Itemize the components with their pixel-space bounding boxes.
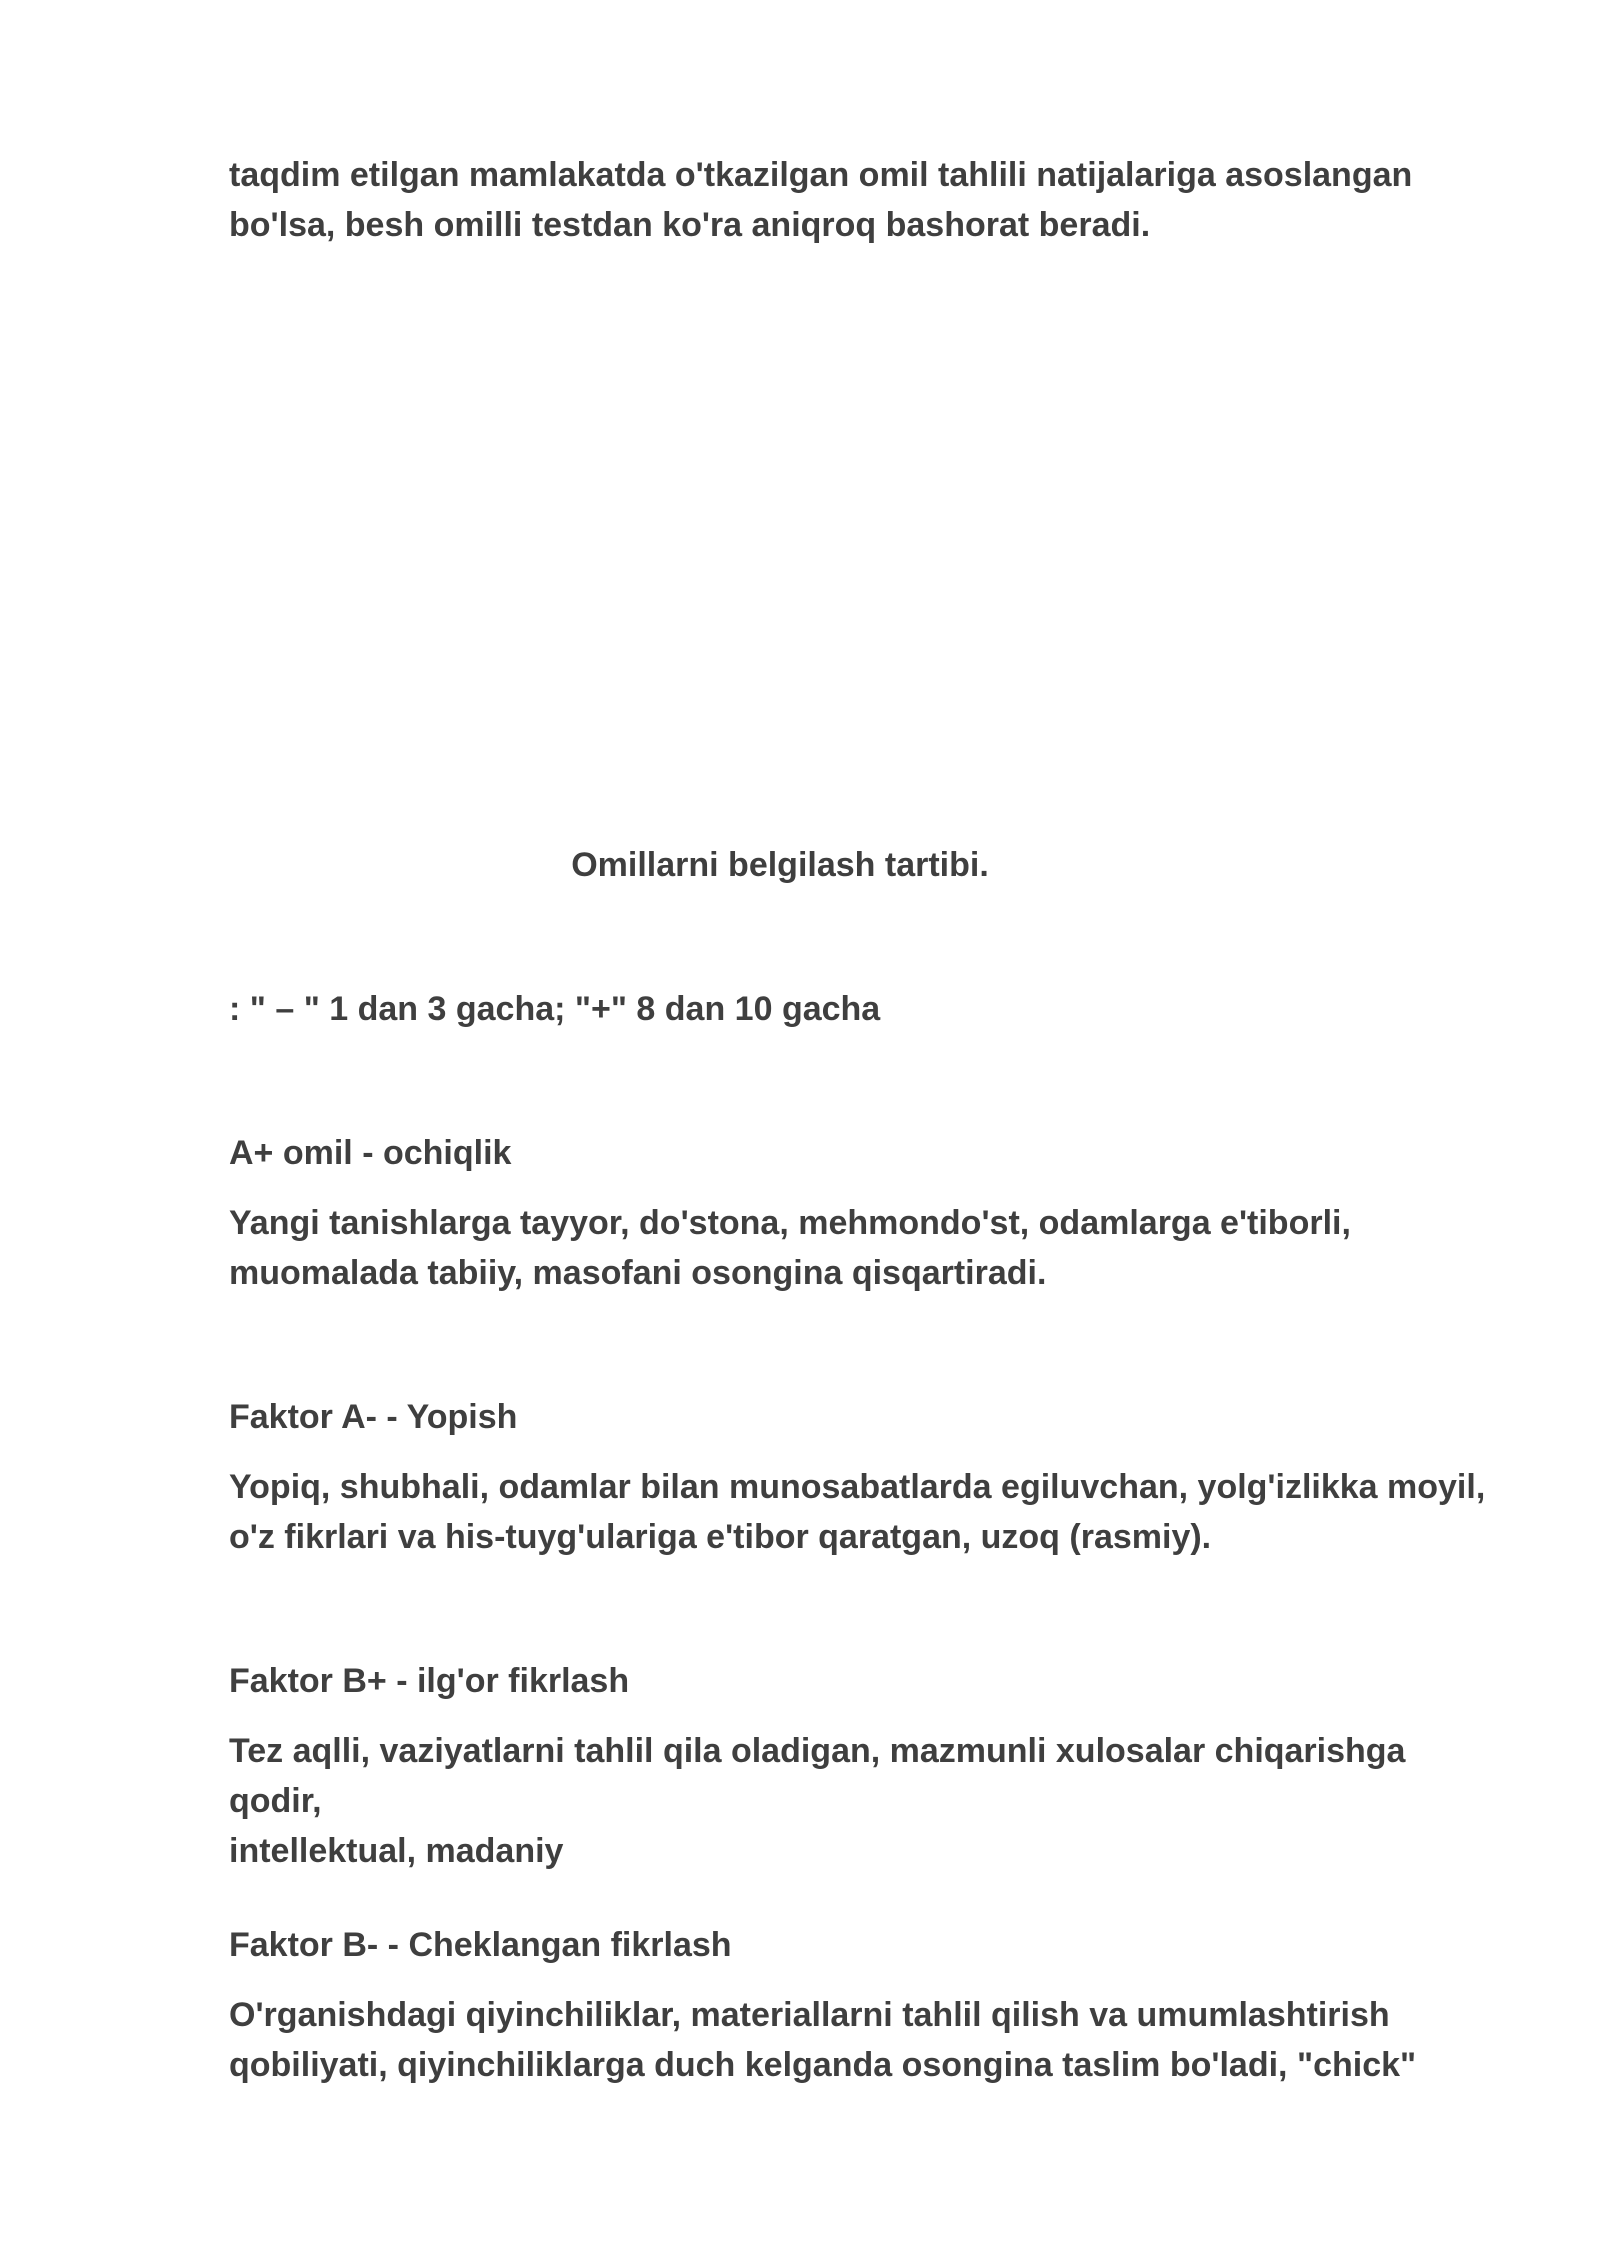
- factor-title-a-plus: A+ omil - ochiqlik: [229, 1134, 512, 1172]
- intro-paragraph: [229, 150, 1489, 250]
- factor-a-plus-line-1: Yangi tanishlarga tayyor, do'stona, mehmondo'st, odamlarga e'tiborli,: [229, 1204, 1351, 1242]
- factor-b-minus-line-2: qobiliyati, qiyinchiliklarga duch kelganda osongina taslim bo'ladi, "chick": [229, 2046, 1417, 2084]
- intro-line-2: bo'lsa, besh omilli testdan ko'ra aniqroq bashorat beradi.: [229, 206, 1151, 244]
- factor-b-plus-line-1: Tez aqlli, vaziyatlarni tahlil qila oladigan, mazmunli xulosalar chiqarishga qodir,: [229, 1732, 1406, 1820]
- factor-b-plus-line-2: intellektual, madaniy: [229, 1832, 564, 1870]
- factor-title-b-minus: Faktor B- - Cheklangan fikrlash: [229, 1926, 732, 1964]
- factor-a-minus-line-1: Yopiq, shubhali, odamlar bilan munosabatlarda egiluvchan, yolg'izlikka moyil,: [229, 1468, 1486, 1506]
- factor-a-plus-line-2: muomalada tabiiy, masofani osongina qisqartiradi.: [229, 1254, 1047, 1292]
- factor-description-a-plus: [229, 1198, 1489, 1298]
- intro-line-1: taqdim etilgan mamlakatda o'tkazilgan omil tahlili natijalariga asoslangan: [229, 156, 1413, 194]
- factor-title-a-minus: Faktor A- - Yopish: [229, 1398, 518, 1436]
- factor-title-b-plus: Faktor B+ - ilg'or fikrlash: [229, 1662, 630, 1700]
- factor-description-b-plus: [229, 1726, 1489, 1876]
- scale-note: : " – " 1 dan 3 gacha; "+" 8 dan 10 gacha: [229, 990, 881, 1028]
- factor-b-minus-line-1: O'rganishdagi qiyinchiliklar, materiallarni tahlil qilish va umumlashtirish: [229, 1996, 1390, 2034]
- factor-description-b-minus: [229, 1990, 1489, 2090]
- factor-a-minus-line-2: o'z fikrlari va his-tuyg'ulariga e'tibor qaratgan, uzoq (rasmiy).: [229, 1518, 1212, 1556]
- section-title: Omillarni belgilash tartibi.: [571, 846, 989, 884]
- factor-description-a-minus: [229, 1462, 1489, 1562]
